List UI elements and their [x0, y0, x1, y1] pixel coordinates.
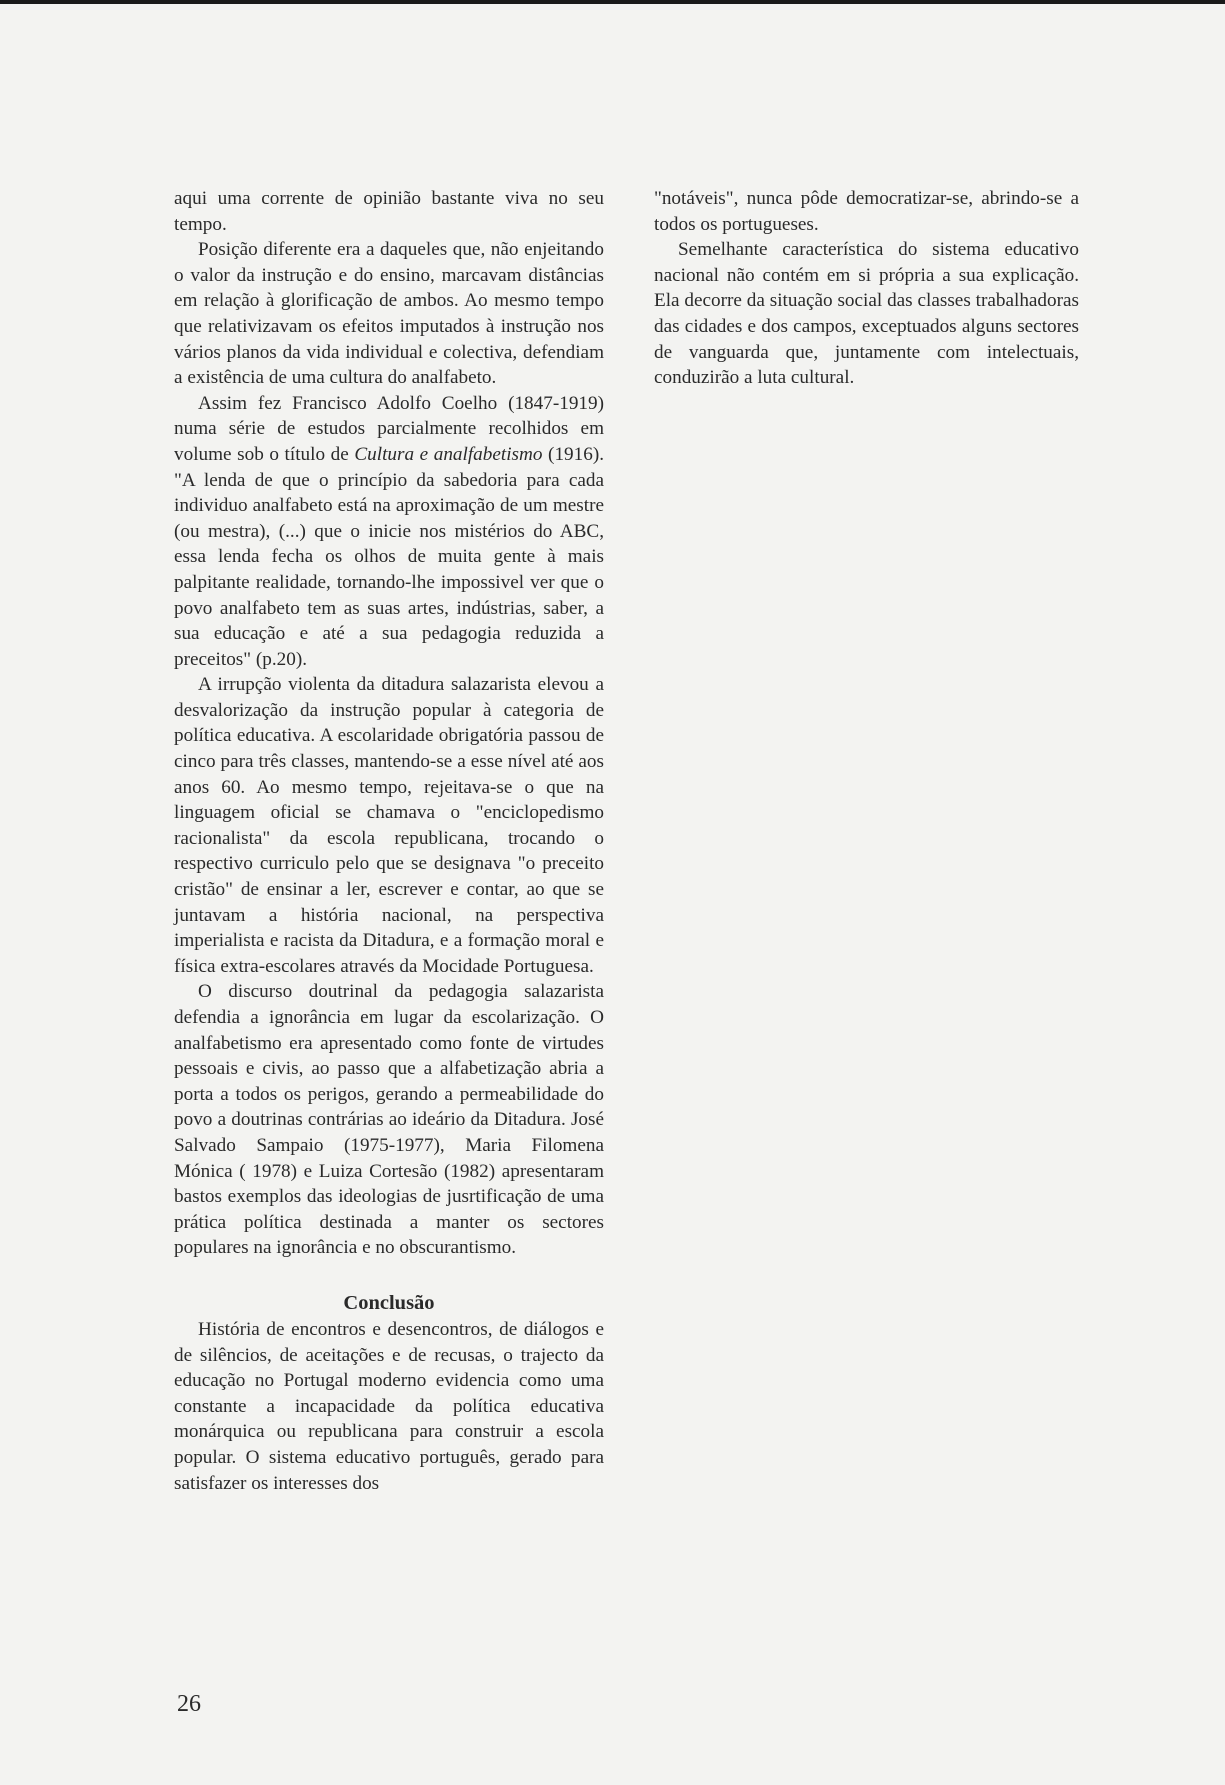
paragraph-8: Semelhante característica do sistema educativo nacional não contém em si própria a sua explicação. Ela decorre da situação social das classes trabalhadoras das cidades e dos campos, exceptuados alguns sectores de vanguarda que, juntamente com intelectuais, conduzirão a luta cultural. [654, 239, 1079, 389]
left-column [174, 186, 604, 1496]
paragraph-2: Posição diferente era a daqueles que, não enjeitando o valor da instrução e do ensino, marcavam distâncias em relação à glorificação de ambos. Ao mesmo tempo que relativizavam os efeitos imputados à instrução nos vários planos da vida individual e colectiva, defendiam a existência de uma cultura do analfabeto. [174, 239, 604, 389]
page-number: 26 [177, 1691, 201, 1717]
paragraph-4: A irrupção violenta da ditadura salazarista elevou a desvalorização da instrução popular à categoria de política educativa. A escolaridade obrigatória passou de cinco para três classes, mantendo-se a esse nível até aos anos 60. Ao mesmo tempo, rejeitava-se o que na linguagem oficial se chamava o "enciclopedismo racionalista" da escola republicana, trocando o respectivo curriculo pelo que se designava "o preceito cristão" de ensinar a ler, escrever e contar, ao que se juntavam a história nacional, na perspectiva imperialista e racista da Ditadura, e a formação moral e física extra-escolares através da Mocidade Portuguesa. [174, 674, 604, 977]
paragraph-7: "notáveis", nunca pôde democratizar-se, abrindo-se a todos os portugueses. [654, 188, 1079, 235]
book-title: Cultura e analfabetismo [354, 443, 543, 465]
paragraph-3 [174, 391, 604, 673]
paragraph-1: aqui uma corrente de opinião bastante viva no seu tempo. [174, 188, 604, 235]
paragraph-3-text-a: Assim fez Francisco Adolfo Coelho (1847-1919) numa série de estudos parcialmente recolhidos em volume sob o título de [174, 392, 604, 465]
section-heading: Conclusão [343, 1291, 435, 1314]
scan-top-edge [0, 0, 1225, 4]
paragraph-6: História de encontros e desencontros, de diálogos e de silêncios, de aceitações e de recusas, o trajecto da educação no Portugal moderno evidencia como uma constante a incapacidade da política educativa monárquica ou republicana para construir a escola popular. O sistema educativo português, gerado para satisfazer os interesses dos [174, 1318, 604, 1494]
paragraph-3-text-b: (1916). "A lenda de que o princípio da sabedoria para cada individuo analfabeto está na aproximação de um mestre (ou mestra), (...) que o inicie nos mistérios do ABC, essa lenda fecha os olhos de muita gente à mais palpitante realidade, tornando-lhe impossivel ver que o povo analfabeto tem as suas artes, indústrias, saber, a sua educação e até a sua pedagogia reduzida a preceitos" (p.20). [174, 443, 605, 670]
paragraph-5: O discurso doutrinal da pedagogia salazarista defendia a ignorância em lugar da escolarização. O analfabetismo era apresentado como fonte de virtudes pessoais e civis, ao passo que a alfabetização abria a porta a todos os perigos, gerando a permeabilidade do povo a doutrinas contrárias ao ideário da Ditadura. José Salvado Sampaio (1975-1977), Maria Filomena Mónica ( 1978) e Luiza Cortesão (1982) apresentaram bastos exemplos das ideologias de jusrtificação de uma prática política destinada a manter os sectores populares na ignorância e no obscurantismo. [174, 981, 604, 1259]
right-column [654, 186, 1079, 391]
